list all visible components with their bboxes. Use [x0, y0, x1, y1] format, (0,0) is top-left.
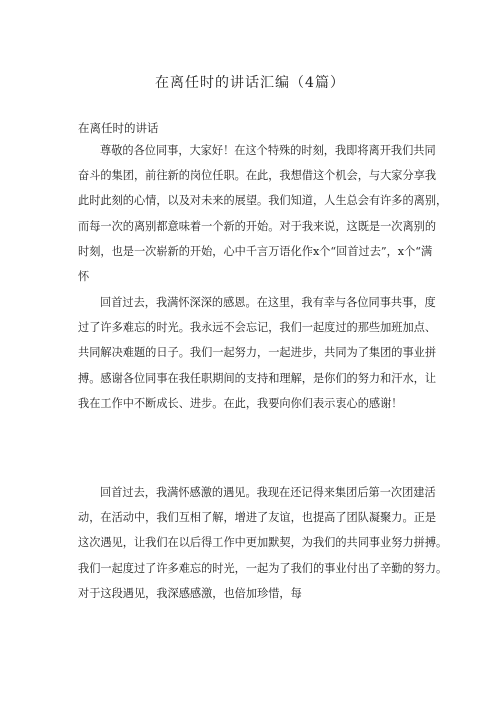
paragraph-2 — [78, 290, 437, 416]
paragraph-line: 对于这段遇见，我深感感激，也倍加珍惜，每 — [78, 586, 302, 600]
paragraph-line: 此时此刻的心情，以及对未来的展望。我们知道，人生总会有许多的离别， — [78, 194, 448, 208]
section-heading: 在离任时的讲话 — [78, 121, 159, 135]
paragraph-line: 怀 — [78, 269, 90, 283]
paragraph-line: 我在工作中不断成长、进步。在此，我要向你们表示衷心的感谢！ — [78, 396, 403, 410]
document-title: 在离任时的讲话汇编（4篇） — [155, 75, 345, 91]
paragraph-line: 奋斗的集团，前往新的岗位任职。在此，我想借这个机会，与大家分享我 — [78, 169, 437, 183]
paragraph-line: 时刻，也是一次崭新的开始，心中千言万语化作x个“回首过去”，x个“满 — [78, 244, 433, 258]
paragraph-line: 过了许多难忘的时光。我永远不会忘记，我们一起度过的那些加班加点、 — [78, 321, 437, 335]
paragraph-line: 尊敬的各位同事，大家好！在这个特殊的时刻，我即将离开我们共同 — [100, 144, 436, 157]
paragraph-1 — [78, 138, 448, 289]
paragraph-line: 这次遇见，让我们在以后得工作中更加默契，为我们的共同事业努力拼搏。 — [78, 536, 448, 550]
paragraph-line: 动，在活动中，我们互相了解，增进了友谊，也提高了团队凝聚力。正是 — [78, 511, 437, 525]
paragraph-3 — [78, 480, 448, 606]
paragraph-line: 而每一次的离别都意味着一个新的开始。对于我来说，这既是一次离别的 — [78, 219, 437, 233]
paragraph-line: 回首过去，我满怀感激的遇见。我现在还记得来集团后第一次团建活 — [100, 486, 436, 499]
paragraph-line: 搏。感谢各位同事在我任职期间的支持和理解，是你们的努力和汗水，让 — [78, 371, 437, 385]
paragraph-line: 共同解决难题的日子。我们一起努力，一起进步，共同为了集团的事业拼 — [78, 346, 437, 360]
paragraph-line: 我们一起度过了许多难忘的时光，一起为了我们的事业付出了辛勤的努力。 — [78, 561, 448, 575]
paragraph-line: 回首过去，我满怀深深的感恩。在这里，我有幸与各位同事共事，度 — [100, 296, 436, 309]
